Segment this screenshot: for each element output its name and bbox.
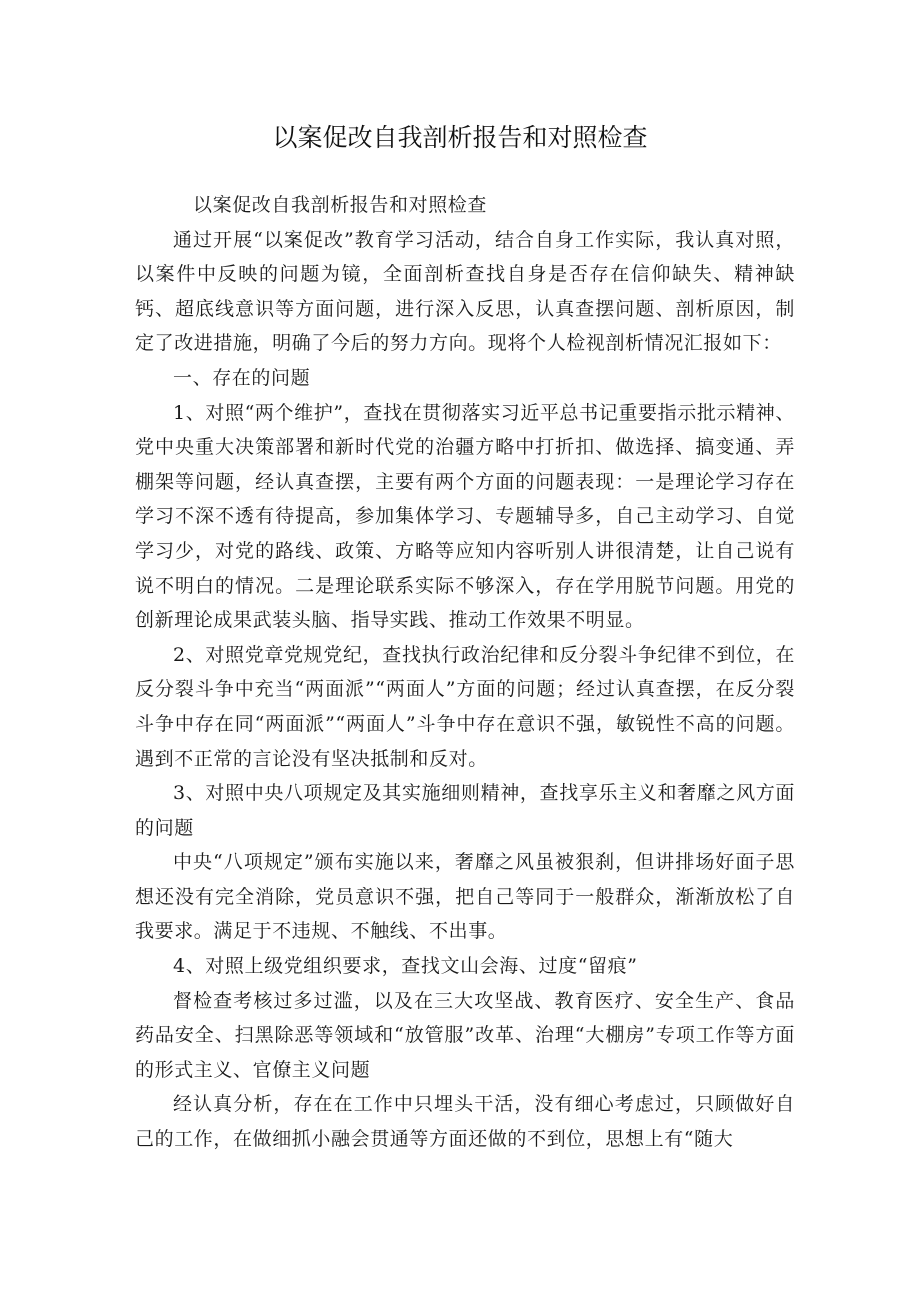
paragraph-analysis: 经认真分析，存在在工作中只埋头干活，没有细心考虑过，只顾做好自己的工作，在做细抓小融会贯通等方面还做的不到位，思想上有“随大 — [135, 1093, 795, 1151]
document-subtitle: 以案促改自我剖析报告和对照检查 — [193, 194, 488, 216]
paragraph-item-3-heading: 3、对照中央八项规定及其实施细则精神，查找享乐主义和奢靡之风方面的问题 — [135, 782, 795, 839]
paragraph-item-4-detail: 督检查考核过多过滥，以及在三大攻坚战、教育医疗、安全生产、食品药品安全、扫黑除恶等领域和“放管服”改革、治理“大棚房”专项工作等方面的形式主义、官僚主义问题 — [135, 989, 795, 1081]
section-heading: 一、存在的问题 — [173, 366, 311, 389]
paragraph-item-2: 2、对照党章党规党纪，查找执行政治纪律和反分裂斗争纪律不到位，在反分裂斗争中充当“两面派”“两面人”方面的问题；经过认真查摆，在反分裂斗争中存在同“两面派”“两面人”斗争中存在意识不强，敏锐性不高的问题。遇到不正常的言论没有坚决抵制和反对。 — [135, 643, 795, 770]
paragraph-intro: 通过开展“以案促改”教育学习活动，结合自身工作实际，我认真对照，以案件中反映的问题为镜，全面剖析查找自身是否存在信仰缺失、精神缺钙、超底线意识等方面问题，进行深入反思，认真查摆问题、剖析原因，制定了改进措施，明确了今后的努力方向。现将个人检视剖析情况汇报如下： — [135, 228, 795, 355]
paragraph-item-1: 1、对照“两个维护”，查找在贯彻落实习近平总书记重要指示批示精神、党中央重大决策部署和新时代党的治疆方略中打折扣、做选择、搞变通、弄棚架等问题，经认真查摆，主要有两个方面的问题表现：一是理论学习存在学习不深不透有待提高，参加集体学习、专题辅导多，自己主动学习、自觉学习少，对党的路线、政策、方略等应知内容听别人讲很清楚，让自己说有说不明白的情况。二是理论联系实际不够深入，存在学用脱节问题。用党的创新理论成果武装头脑、指导实践、推动工作效果不明显。 — [135, 401, 795, 632]
document-body — [135, 188, 795, 1157]
paragraph-item-3-body: 中央“八项规定”颁布实施以来，奢靡之风虽被狠刹，但讲排场好面子思想还没有完全消除，党员意识不强，把自己等同于一般群众，渐渐放松了自我要求。满足于不违规、不触线、不出事。 — [135, 851, 795, 943]
document-title: 以案促改自我剖析报告和对照检查 — [272, 123, 648, 152]
paragraph-item-4-heading: 4、对照上级党组织要求，查找文山会海、过度“留痕” — [173, 955, 638, 978]
